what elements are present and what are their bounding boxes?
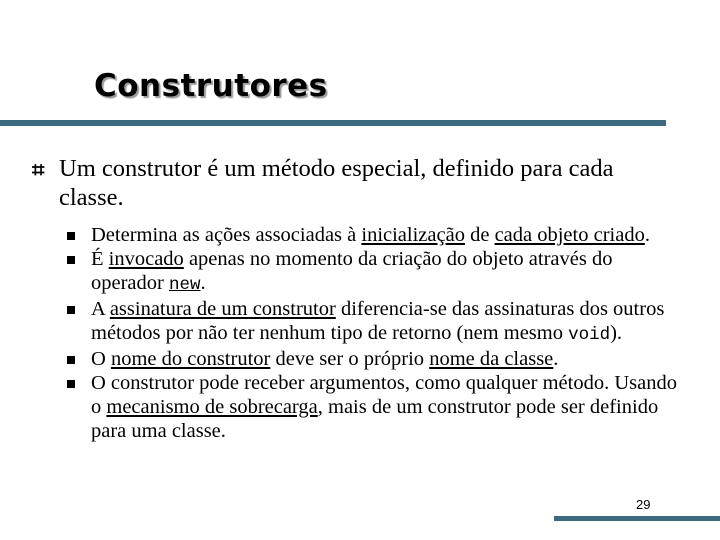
underlined-term: inicialização: [361, 224, 465, 246]
underlined-term: cada objeto criado: [494, 224, 645, 246]
sub-point-text: ).: [610, 322, 623, 344]
square-bullet-icon: [67, 306, 75, 314]
square-bullet-icon: [67, 380, 75, 388]
sub-point-text: .: [553, 348, 559, 370]
sub-point-text: Determina as ações associadas à: [91, 224, 362, 246]
square-bullet-icon: [67, 356, 75, 364]
main-point-text: Um construtor é um método especial, definido para cada classe.: [59, 155, 614, 211]
sub-point-item: [67, 347, 687, 371]
code-keyword: new: [168, 275, 201, 295]
square-bullet-icon: [67, 256, 75, 264]
sub-point-text: É: [91, 248, 109, 270]
sub-point-text: diferencia-se das assinaturas dos outros métodos por não ter nenhum tipo de retorno (nem mesmo: [91, 298, 665, 344]
sub-point-item: [67, 247, 687, 297]
title-divider: [0, 120, 666, 126]
sub-point-item: [67, 371, 687, 443]
page-number: 29: [636, 497, 651, 512]
underlined-term: nome da classe: [429, 348, 554, 370]
underlined-term: mecanismo de sobrecarga: [106, 396, 318, 418]
footer-divider: [554, 516, 720, 521]
sub-point-text: deve ser o próprio: [270, 348, 430, 370]
sub-point-text: O: [91, 348, 111, 370]
sub-point-item: [67, 223, 687, 247]
sub-point-text: .: [200, 272, 206, 294]
slide-title: Construtores: [94, 68, 328, 104]
hash-bullet-icon: ⌗: [32, 158, 45, 183]
underlined-term: assinatura de um construtor: [109, 298, 336, 320]
sub-point-text: A: [91, 298, 110, 320]
sub-point-item: [67, 297, 687, 347]
code-keyword: void: [568, 325, 611, 345]
sub-point-text: , mais de um construtor pode ser definido para uma classe.: [91, 396, 659, 442]
sub-point-text: de: [464, 224, 495, 246]
sub-point-list: [67, 223, 687, 443]
sub-point-text: O construtor pode receber argumentos, como qualquer método. Usando o: [91, 372, 677, 418]
sub-point-text: .: [644, 224, 650, 246]
sub-point-text: apenas no momento da criação do objeto através do operador: [91, 248, 613, 294]
underlined-term: nome do construtor: [110, 348, 271, 370]
square-bullet-icon: [67, 232, 75, 240]
underlined-term: invocado: [108, 248, 184, 270]
